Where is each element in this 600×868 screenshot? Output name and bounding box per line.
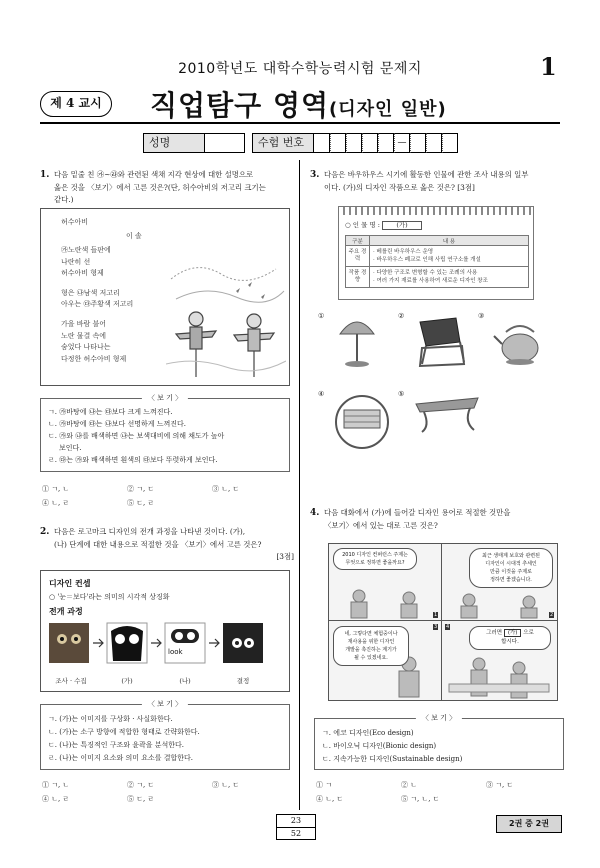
answer-option[interactable]: ④ <box>318 390 325 398</box>
id-cell[interactable] <box>362 133 378 153</box>
bubble-line: 재사용을 위한 디자인 <box>347 639 395 645</box>
page-number: 1 <box>540 52 557 81</box>
answer-option[interactable]: ① ㄱ, ㄴ <box>42 485 70 493</box>
table-row-label: 주요 경력 <box>346 246 370 267</box>
poem-line: 형은 ㉯남색 저고리 <box>61 288 120 297</box>
bogi-item: ㄷ. ㉮와 ㉯를 배색하면 ㉯는 보색대비에 의해 채도가 높아 <box>48 432 225 440</box>
poem-gap <box>61 280 133 288</box>
logo-process-diagram <box>49 621 285 673</box>
column-divider <box>299 160 300 810</box>
process-heading: 전개 과정 <box>49 607 83 616</box>
speech-bubble-1 <box>333 548 417 570</box>
panel-number: 4 <box>446 624 450 630</box>
q3-points: [3점] <box>457 182 475 192</box>
id-cell[interactable] <box>378 133 394 153</box>
poem-line: 나란히 선 <box>61 257 91 266</box>
id-cell[interactable] <box>442 133 458 153</box>
answer-option[interactable]: ⑤ ㄷ, ㄹ <box>127 795 155 803</box>
q1-options <box>42 484 292 508</box>
poem-gap <box>61 311 133 319</box>
poem-title: 허수아비 <box>61 218 89 226</box>
name-row-label: ○ 인 물 명 : <box>345 221 380 229</box>
subject-title <box>150 84 447 124</box>
cradle-icon <box>332 390 392 452</box>
table-cell-line: · 다양한 구조로 변형할 수 있는 조례의 사용 <box>373 270 478 276</box>
poem-line: 다정한 허수아비 형제 <box>61 354 127 363</box>
stage-label: 결정 <box>236 677 250 685</box>
name-blank: (가) <box>382 221 422 230</box>
q4-prompt <box>324 507 564 532</box>
answer-option[interactable]: ③ ㄱ, ㄷ <box>486 781 514 789</box>
bogi-item: ㄷ. 지속가능한 디자인(Sustainable design) <box>322 755 463 763</box>
q2-options <box>42 780 292 804</box>
bubble-line: 네, 그렇다면 체험중이나 <box>344 631 398 637</box>
answer-option[interactable]: ② ㄴ <box>401 781 417 789</box>
answer-option[interactable]: ⑤ ㄱ, ㄴ, ㄷ <box>401 795 440 803</box>
q4-bogi-box <box>314 714 564 770</box>
answer-option[interactable]: ④ ㄴ, ㄹ <box>42 795 70 803</box>
q2-number: 2. <box>40 527 50 537</box>
answer-option[interactable]: ③ <box>478 312 485 320</box>
answer-option[interactable]: ① ㄱ, ㄴ <box>42 781 70 789</box>
bogi-item: ㄷ. (나)는 특징적인 구조와 윤곽을 분석한다. <box>48 741 184 749</box>
q2-prompt-line: 다음은 로고마크 디자인의 전개 과정을 나타낸 것이다. (가), <box>54 527 246 536</box>
bubble-line: 될 수 있겠네요. <box>354 655 388 661</box>
table-lamp-icon <box>332 312 382 370</box>
q3-prompt-line: 다음은 바우하우스 시기에 활동한 인물에 관한 조사 내용의 일부 <box>324 170 529 179</box>
poem-body <box>61 245 133 365</box>
answer-option[interactable]: ② ㄱ, ㄷ <box>127 485 155 493</box>
footer-page-number <box>276 814 316 840</box>
concept-heading: 디자인 컨셉 <box>49 579 91 588</box>
answer-option[interactable]: ① ㄱ <box>316 781 332 789</box>
answer-option[interactable]: ② <box>398 312 405 320</box>
bubble-line: 디자인이 시대적 추세인 <box>485 561 537 567</box>
page-total: 52 <box>290 829 302 838</box>
id-cell[interactable] <box>346 133 362 153</box>
q1-bogi-list <box>48 406 288 466</box>
q2-bogi-box <box>40 700 290 770</box>
bogi-item: ㄹ. ㉰는 ㉮와 배색하면 흰색의 ㉰보다 뚜렷하게 보인다. <box>48 456 218 464</box>
poem-line: 아우는 ㉰주황색 저고리 <box>61 300 134 309</box>
answer-option[interactable]: ④ ㄴ, ㄹ <box>42 499 70 507</box>
scarecrow-illustration <box>166 239 286 379</box>
panel-number: 3 <box>434 624 438 630</box>
bubble-text: 그러면 <box>486 630 503 636</box>
q1-prompt <box>54 169 294 207</box>
concept-text: ○ '눈＝보다'라는 의미의 시각적 상징화 <box>49 593 170 601</box>
id-field[interactable] <box>314 133 458 153</box>
footer-book-label: 2권 중 2권 <box>496 815 562 833</box>
q1-bogi-box <box>40 394 290 472</box>
id-cell[interactable] <box>314 133 330 153</box>
q2-points: [3점] <box>276 552 294 561</box>
answer-option[interactable]: ② ㄱ, ㄷ <box>127 781 155 789</box>
bubble-line: 무엇으로 정하면 좋을까요? <box>345 560 405 566</box>
q4-bogi-list <box>322 727 562 766</box>
id-cell[interactable] <box>410 133 426 153</box>
bogi-item: ㄴ. 바이오닉 디자인(Bionic design) <box>322 742 437 750</box>
poem-line: 가을 바람 불어 <box>61 319 107 328</box>
bogi-item: ㄱ. 에코 디자인(Eco design) <box>322 729 414 737</box>
table-cell-line: · 바우하우스 폐교로 인해 사립 연구소를 개설 <box>373 257 481 263</box>
answer-option[interactable]: ⑤ ㄷ, ㄹ <box>127 499 155 507</box>
exam-title: 2010학년도 대학수학능력시험 문제지 <box>178 61 422 77</box>
session-badge: 제 4 교시 <box>40 91 112 117</box>
q3-info-table <box>345 235 529 288</box>
answer-option[interactable]: ① <box>318 312 325 320</box>
bubble-blank: (가) <box>504 629 522 637</box>
look-text: look <box>168 648 183 656</box>
bogi-item: ㄹ. (나)는 이미지 요소와 의미 요소를 결합한다. <box>48 754 193 762</box>
answer-option[interactable]: ⑤ <box>398 390 405 398</box>
q4-comic <box>328 543 558 701</box>
bogi-item: ㄴ. ㉮바탕에 ㉰는 ㉯보다 선명하게 느껴진다. <box>48 420 187 428</box>
q2-prompt-line: (나) 단계에 대한 내용으로 적절한 것을 〈보기〉에서 고른 것은? <box>54 539 262 549</box>
bubble-text: 으로 <box>523 630 534 636</box>
stage-label: (나) <box>179 677 191 685</box>
table-header: 구분 <box>346 236 370 246</box>
header-rule <box>40 122 560 124</box>
bogi-item: ㄱ. (가)는 이미지를 구상화 · 사실화한다. <box>48 715 173 723</box>
panel-number: 2 <box>550 612 554 618</box>
speech-bubble-4 <box>469 626 551 650</box>
answer-option[interactable]: ③ ㄴ, ㄷ <box>212 485 240 493</box>
q1-prompt-line: 다음 밑줄 친 ㉮~㉱와 관련된 색채 지각 현상에 대한 설명으로 <box>54 170 254 179</box>
answer-option[interactable]: ③ ㄴ, ㄷ <box>212 781 240 789</box>
q1-number: 1. <box>40 170 50 180</box>
answer-option[interactable]: ④ ㄴ, ㄷ <box>316 795 344 803</box>
bubble-line: 만큼 이것을 주제로 <box>490 569 532 575</box>
q2-prompt <box>54 526 294 564</box>
q1-prompt-line: 옳은 것을 〈보기〉에서 고른 것은?(단, 허수아비의 저고리 크기는 <box>54 182 266 192</box>
q3-prompt-text: 이다. (가)의 디자인 작품으로 옳은 것은? <box>324 182 455 192</box>
q3-prompt <box>324 169 564 194</box>
q3-number: 3. <box>310 170 320 180</box>
bubble-line: 2010 디자인 컨퍼런스 주제는 <box>342 552 408 558</box>
id-cell[interactable] <box>426 133 442 153</box>
subject-sub: (디자인 일반) <box>329 99 447 120</box>
q3-name-row <box>345 219 422 231</box>
q2-process-box <box>40 570 290 692</box>
bench-icon <box>412 392 482 434</box>
tubular-chair-icon <box>412 312 472 370</box>
q3-notepad <box>338 206 534 300</box>
bogi-item: 보인다. <box>59 444 82 452</box>
q4-options <box>316 780 566 804</box>
q2-bogi-list <box>48 713 288 765</box>
bogi-title: 〈 보 기 〉 <box>142 393 188 403</box>
poem-line: 숨었다 나타나는 <box>61 343 111 352</box>
q1-poem-box <box>40 208 290 386</box>
table-header: 내 용 <box>370 236 529 246</box>
q4-prompt-line: 다음 대화에서 (가)에 들어갈 디자인 용어로 적절한 것만을 <box>324 508 511 517</box>
table-row-label: 작품 경향 <box>346 267 370 288</box>
poem-line: ㉮노란색 들판에 <box>61 246 111 254</box>
bogi-title: 〈 보 기 〉 <box>142 699 188 709</box>
poem-line: 허수아비 형제 <box>61 269 104 278</box>
bubble-line: 개발을 촉진하는 계기가 <box>345 647 397 653</box>
q4-number: 4. <box>310 508 320 518</box>
speech-bubble-2 <box>469 548 553 588</box>
bubble-line: 정하면 좋겠습니다. <box>490 577 532 583</box>
q4-prompt-line: 〈보기〉에서 있는 대로 고른 것은? <box>324 520 438 530</box>
speech-bubble-3 <box>333 626 409 666</box>
name-field[interactable] <box>205 133 245 153</box>
id-dash: — <box>394 133 410 153</box>
table-cell-line: · 베를린 바우하우스 운영 <box>373 249 434 255</box>
bogi-item: ㄱ. ㉮바탕에 ㉯는 ㉰보다 크게 느껴진다. <box>48 408 173 416</box>
notepad-binding <box>339 207 533 215</box>
bubble-text: 합시다. <box>501 639 519 645</box>
q3-prompt-line <box>324 182 564 195</box>
owl-photo <box>49 623 89 663</box>
q1-prompt-line: 같다.) <box>54 195 74 204</box>
page-current: 23 <box>277 815 315 828</box>
subject-main: 직업탐구 영역 <box>150 89 330 122</box>
bogi-item: ㄴ. (가)는 소구 방향에 적합한 형태로 간략화한다. <box>48 728 200 736</box>
kettle-icon <box>492 312 548 370</box>
bubble-line: 최근 생태계 보호와 관련된 <box>482 553 540 559</box>
panel-number: 1 <box>434 612 438 618</box>
stage-label: 조사 · 수집 <box>55 677 87 685</box>
table-cell-line: · 여러 가지 재료를 사용하여 새로운 디자인 창조 <box>373 278 488 284</box>
id-cell[interactable] <box>330 133 346 153</box>
bogi-title: 〈 보 기 〉 <box>416 713 462 723</box>
name-label: 성명 <box>143 133 205 153</box>
poem-line: 노란 물결 속에 <box>61 331 107 340</box>
poem-author: 이 솔 <box>126 232 142 240</box>
id-label: 수험 번호 <box>252 133 314 153</box>
stage-label: (가) <box>121 677 133 685</box>
